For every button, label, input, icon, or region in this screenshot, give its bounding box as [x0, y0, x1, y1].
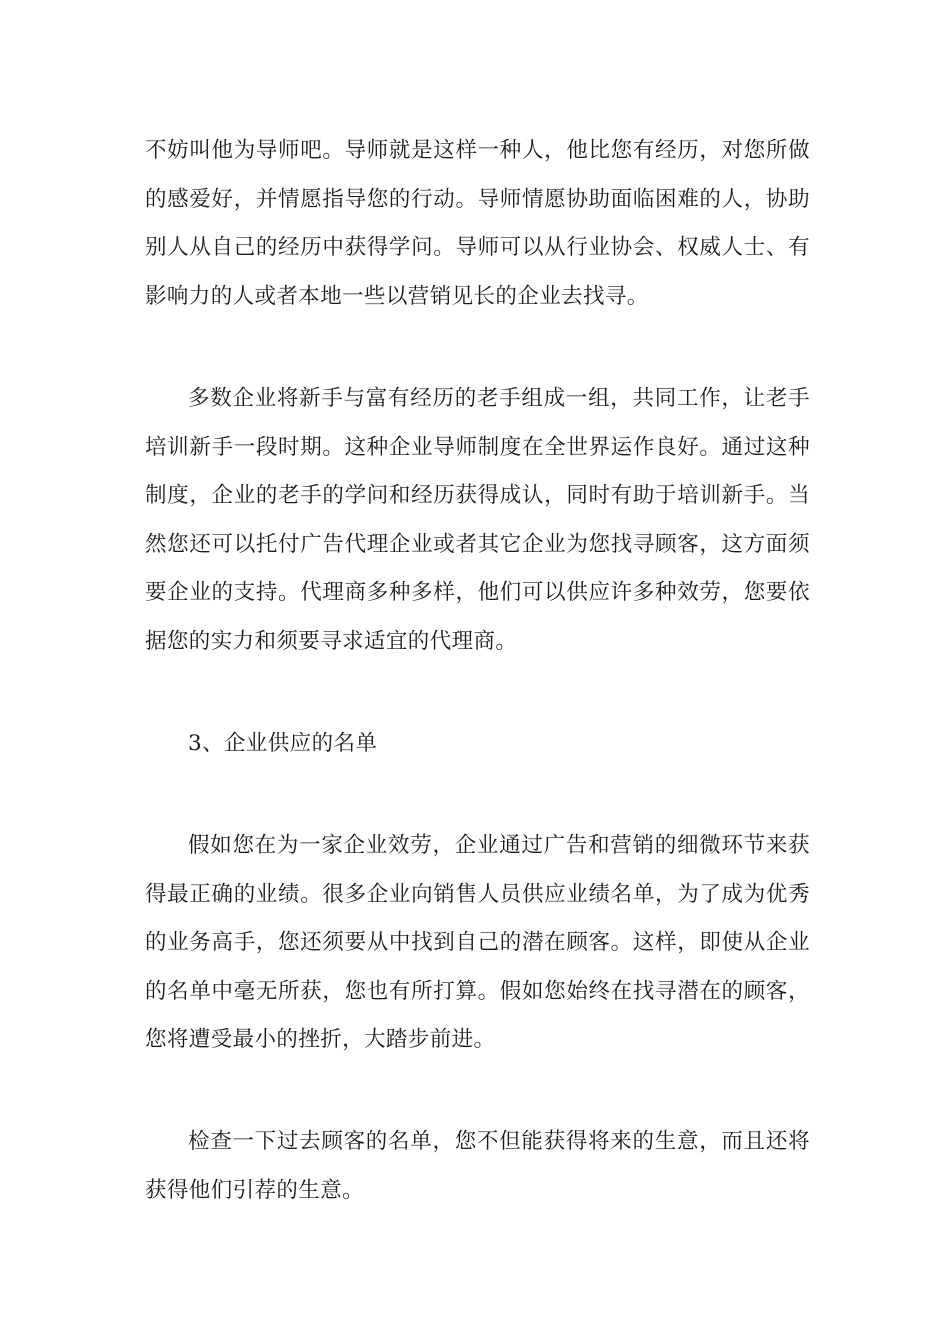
section-heading: 3、企业供应的名单 — [188, 731, 378, 756]
paragraph-past-customers: 检查一下过去顾客的名单，您不但能获得将来的生意，而且还将获得他们引荐的生意。 — [145, 1129, 810, 1203]
paragraph-mentor: 不妨叫他为导师吧。导师就是这样一种人，他比您有经历，对您所做的感爱好，并情愿指导您的行动。导师情愿协助面临困难的人，协助别人从自己的经历中获得学问。导师可以从行业协会、权威人士、有影响力的人或者本地一些以营销见长的企业去找寻。 — [145, 138, 810, 309]
paragraph-mentorship-system: 多数企业将新手与富有经历的老手组成一组，共同工作，让老手培训新手一段时期。这种企业导师制度在全世界运作良好。通过这种制度，企业的老手的学问和经历获得成认，同时有助于培训新手。当然您还可以托付广告代理企业或者其它企业为您找寻顾客，这方面须要企业的支持。代理商多种多样，他们可以供应许多种效劳，您要依据您的实力和须要寻求适宜的代理商。 — [145, 386, 810, 654]
paragraph-company-list: 假如您在为一家企业效劳，企业通过广告和营销的细微环节来获得最正确的业绩。很多企业向销售人员供应业绩名单，为了成为优秀的业务高手，您还须要从中找到自己的潜在顾客。这样，即使从企业的名单中毫无所获，您也有所打算。假如您始终在找寻潜在的顾客，您将遭受最小的挫折，大踏步前进。 — [145, 833, 810, 1052]
